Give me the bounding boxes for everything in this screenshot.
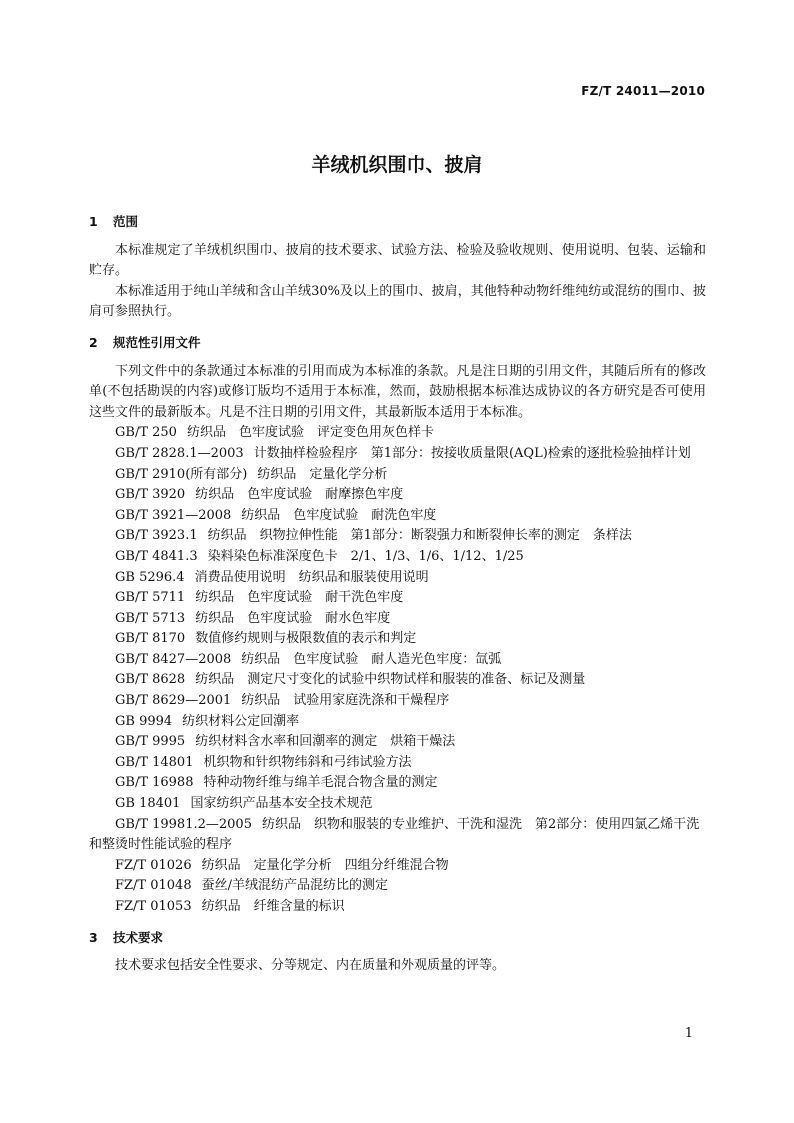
reference-item [89, 712, 706, 733]
reference-title: 纺织品 色牢度试验 耐摩擦色牢度 [195, 487, 404, 503]
reference-code: GB/T 19981.2—2005 [115, 816, 252, 832]
reference-item [89, 485, 706, 506]
reference-title: 特种动物纤维与绵羊毛混合物含量的测定 [203, 775, 438, 791]
reference-title: 纺织品 色牢度试验 耐人造光色牢度：氙弧 [241, 651, 502, 667]
reference-item [89, 629, 706, 650]
document-title: 羊绒机织围巾、披肩 [311, 154, 483, 176]
reference-code: GB/T 14801 [115, 754, 194, 770]
section-title: 技术要求 [113, 929, 164, 945]
reference-code: FZ/T 01048 [115, 878, 192, 894]
reference-code: GB/T 3923.1 [115, 528, 198, 544]
reference-title: 纺织材料含水率和回潮率的测定 烘箱干燥法 [195, 734, 456, 750]
reference-code: GB 9994 [115, 713, 173, 729]
reference-item [89, 423, 706, 444]
reference-title: 机织物和针织物纬斜和弓纬试验方法 [203, 754, 412, 770]
paragraph: 下列文件中的条款通过本标准的引用而成为本标准的条款。凡是注日期的引用文件，其随后所有的修改单(不包括勘误的内容)或修订版均不适用于本标准，然而，鼓励根据本标准达成协议的各方研究是否可使用这些文件的最新版本。凡是不注日期的引用文件，其最新版本适用于本标准。 [89, 363, 706, 420]
reference-code: GB/T 5713 [115, 610, 186, 626]
reference-code: GB/T 5711 [115, 590, 186, 606]
reference-code: GB 5296.4 [115, 569, 185, 585]
reference-title: 蚕丝/羊绒混纺产品混纺比的测定 [201, 878, 388, 894]
reference-item [89, 609, 706, 630]
reference-title: 计数抽样检验程序 第1部分：按接收质量限(AQL)检索的逐批检验抽样计划 [253, 445, 691, 461]
reference-code: FZ/T 01053 [115, 899, 192, 914]
reference-item [89, 732, 706, 753]
reference-item [89, 526, 706, 547]
reference-item [89, 444, 706, 465]
reference-code: GB/T 9995 [115, 734, 186, 750]
reference-code: GB/T 8427—2008 [115, 651, 232, 667]
reference-item [89, 568, 706, 589]
reference-code: GB/T 16988 [115, 775, 194, 791]
section-heading [89, 928, 706, 949]
reference-title: 纺织品 定量化学分析 四组分纤维混合物 [201, 857, 449, 873]
reference-item [89, 691, 706, 712]
paragraph: 本标准规定了羊绒机织围巾、披肩的技术要求、试验方法、检验及验收规则、使用说明、包装、运输和贮存。 [89, 242, 706, 279]
paragraph: 本标准适用于纯山羊绒和含山羊绒30%及以上的围巾、披肩，其他特种动物纤维纯纺或混纺的围巾、披肩可参照执行。 [89, 283, 706, 320]
paragraph: 技术要求包括安全性要求、分等规定、内在质量和外观质量的评等。 [115, 958, 506, 974]
section-number: 2 [89, 334, 98, 350]
section-title: 规范性引用文件 [113, 334, 201, 350]
reference-title: 纺织品 试验用家庭洗涤和干燥程序 [241, 693, 450, 709]
reference-item [89, 588, 706, 609]
reference-code: GB/T 8170 [115, 631, 186, 647]
document-body [89, 212, 706, 977]
reference-item [89, 506, 706, 527]
reference-code: GB/T 3921—2008 [115, 507, 232, 523]
reference-item [89, 650, 706, 671]
reference-title: 纺织品 纤维含量的标识 [201, 899, 345, 914]
section-number: 3 [89, 929, 98, 945]
reference-item [89, 547, 706, 568]
reference-item [89, 670, 706, 691]
reference-code: GB/T 2910(所有部分) [115, 466, 248, 482]
reference-code: GB/T 250 [115, 425, 177, 441]
reference-item [89, 773, 706, 794]
reference-title: 纺织品 色牢度试验 耐干洗色牢度 [195, 590, 404, 606]
reference-title: 国家纺织产品基本安全技术规范 [190, 796, 373, 812]
reference-title: 染料染色标准深度色卡 2/1、1/3、1/6、1/12、1/25 [207, 548, 524, 564]
reference-item [89, 465, 706, 486]
reference-title: 纺织品 色牢度试验 耐水色牢度 [195, 610, 391, 626]
reference-item [89, 794, 706, 815]
reference-list [89, 423, 706, 917]
section-title: 范围 [113, 214, 139, 229]
reference-title: 纺织品 色牢度试验 耐洗色牢度 [241, 507, 437, 523]
reference-code: GB/T 3920 [115, 487, 186, 503]
reference-title: 纺织品 色牢度试验 评定变色用灰色样卡 [186, 425, 434, 441]
reference-item [89, 876, 706, 897]
reference-item [89, 856, 706, 877]
reference-title: 纺织品 测定尺寸变化的试验中织物试样和服装的准备、标记及测量 [195, 672, 586, 688]
section-heading [89, 333, 706, 354]
section-number: 1 [89, 214, 98, 229]
section-heading [89, 212, 706, 233]
reference-code: GB/T 2828.1—2003 [115, 445, 244, 461]
reference-title: 消费品使用说明 纺织品和服装使用说明 [194, 569, 429, 585]
standard-code: FZ/T 24011—2010 [581, 84, 705, 98]
reference-code: GB/T 4841.3 [115, 548, 198, 564]
reference-title: 纺织品 织物拉伸性能 第1部分：断裂强力和断裂伸长率的测定 条样法 [207, 528, 632, 544]
reference-code: GB 18401 [115, 796, 181, 812]
reference-item [89, 815, 706, 856]
reference-title: 纺织材料公定回潮率 [182, 713, 300, 729]
reference-title: 数值修约规则与极限数值的表示和判定 [195, 631, 417, 647]
reference-title: 纺织品 定量化学分析 [257, 466, 388, 482]
reference-item [89, 753, 706, 774]
reference-code: GB/T 8628 [115, 672, 186, 688]
page-number: 1 [684, 1026, 693, 1041]
reference-code: FZ/T 01026 [115, 857, 192, 873]
reference-item [89, 897, 706, 918]
reference-title: 纺织品 织物和服装的专业维护、干洗和湿洗 第2部分：使用四氯乙烯干洗和整烫时性能试验的程序 [89, 816, 700, 853]
reference-code: GB/T 8629—2001 [115, 693, 232, 709]
